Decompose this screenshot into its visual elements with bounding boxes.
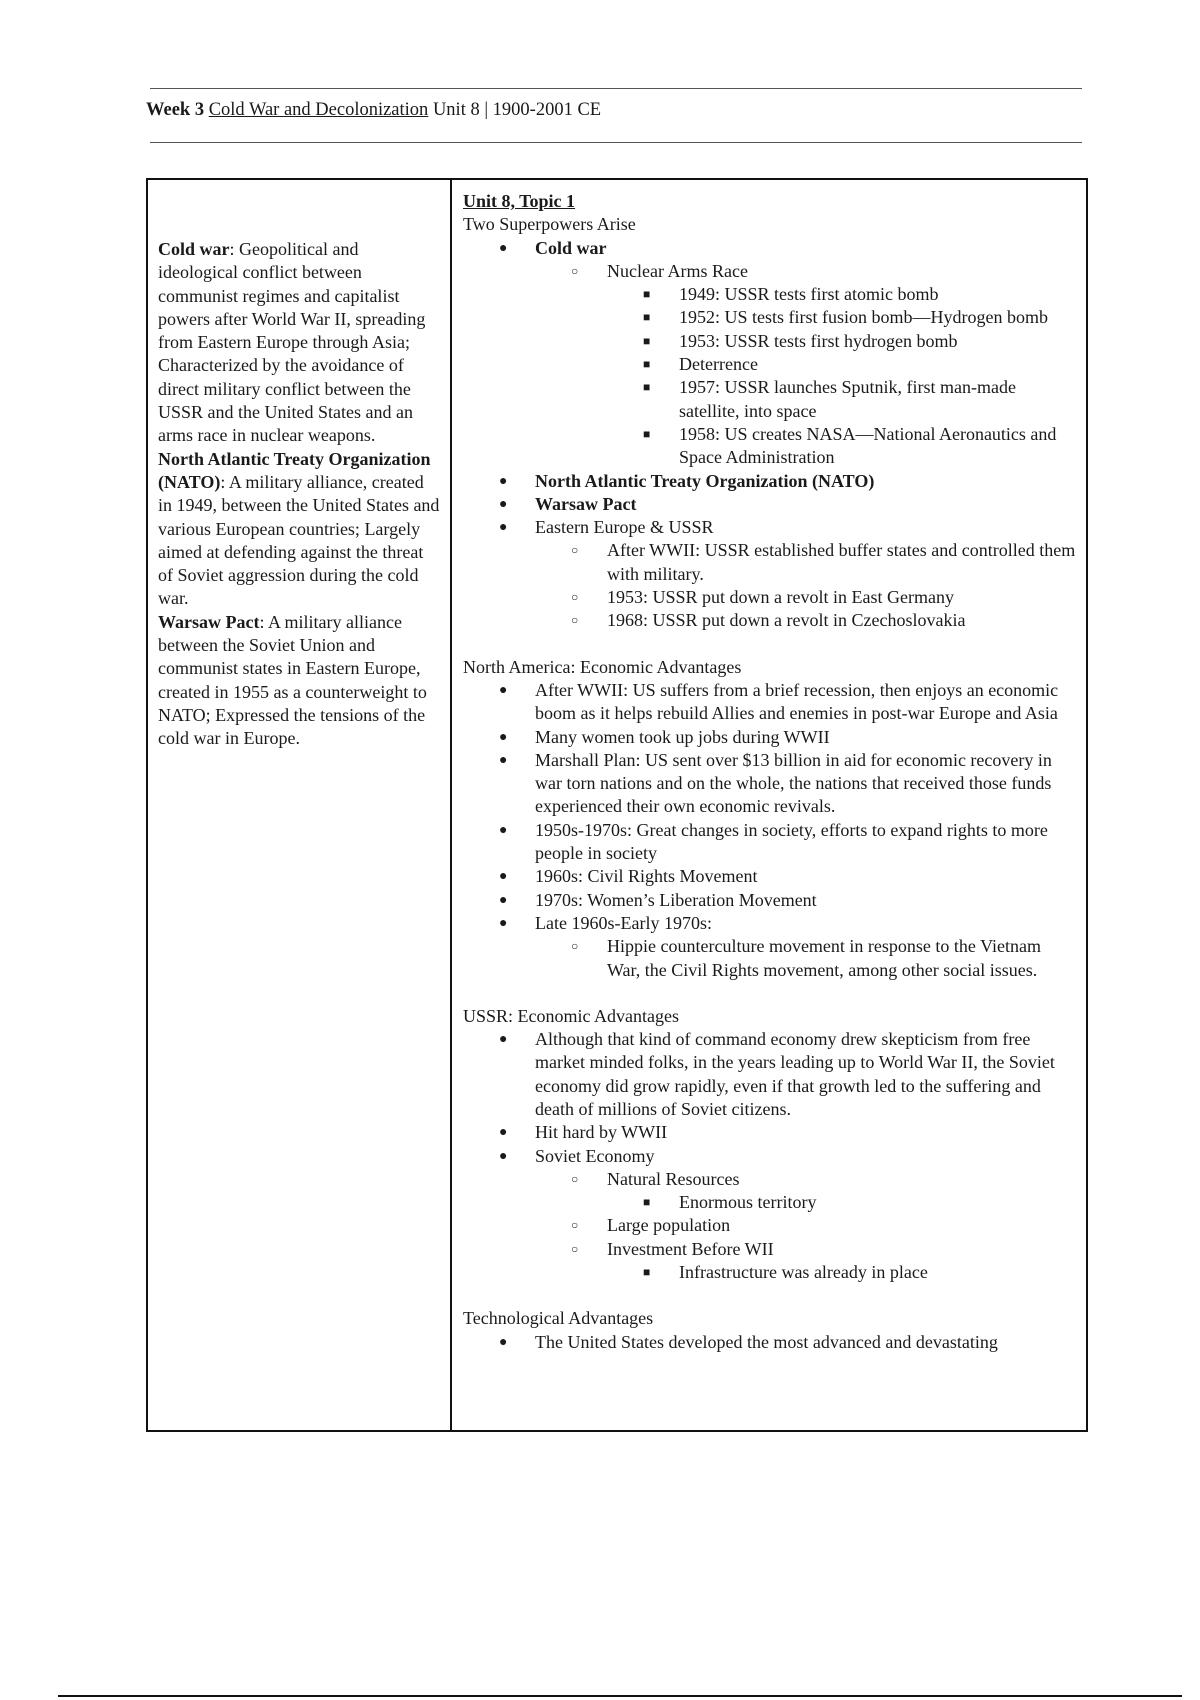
bullet-icon: ■	[643, 287, 651, 302]
header-top-rule	[150, 88, 1082, 89]
vocab-cold-war: Cold war: Geopolitical and ideological conflict between communist regimes and capitalist powers after World War II, spreading from Eastern Europe through Asia; Characterized by the avoidance of direct military conflict between the USSR and the United States and an arms race in nuclear weapons.	[158, 239, 426, 446]
bullet-icon: ○	[571, 263, 579, 278]
notes-table	[146, 178, 1088, 1432]
list-item: ● Although that kind of command economy drew skepticism from free market minded folks, in the years leading up to World War II, the Soviet economy did grow rapidly, even if that growth led to the suffering and death of millions of Soviet citizens.	[499, 1029, 1055, 1119]
bullet-icon: ●	[499, 496, 508, 512]
list-item: ● Eastern Europe & USSR	[463, 516, 1078, 539]
header-bottom-rule	[150, 142, 1082, 143]
list-item: ■ 1949: USSR tests first atomic bomb	[463, 283, 1078, 306]
bullet-icon: ■	[643, 333, 651, 348]
list-item: ■ Infrastructure was already in place	[463, 1261, 1078, 1284]
north-america-list	[463, 679, 1078, 982]
list-item: ● Many women took up jobs during WWII	[463, 726, 1078, 749]
bullet-icon: ●	[499, 682, 508, 698]
list-item: ○ Hippie counterculture movement in response to the Vietnam War, the Civil Rights movement, among other social issues.	[571, 936, 1041, 980]
list-item: ○ After WWII: USSR established buffer states and controlled them with military.	[571, 540, 1076, 584]
bullet-icon: ●	[499, 822, 508, 838]
list-item: ■ 1958: US creates NASA—National Aeronautics and Space Administration	[643, 423, 1057, 468]
bullet-icon: ■	[643, 1265, 651, 1280]
bullet-icon: ●	[499, 915, 508, 931]
technology-list	[463, 1331, 1078, 1354]
bullet-icon: ○	[571, 939, 579, 954]
list-item: ○ Large population	[463, 1214, 1078, 1237]
list-item: ● Cold war	[463, 237, 1078, 260]
list-item: ■ 1953: USSR tests first hydrogen bomb	[463, 330, 1078, 353]
list-item: ○ 1953: USSR put down a revolt in East Germany	[463, 586, 1078, 609]
bullet-icon: ○	[571, 543, 579, 558]
notes-column	[452, 180, 1086, 1430]
list-item: ○ Nuclear Arms Race	[463, 260, 1078, 283]
vocabulary-column	[148, 180, 452, 1430]
list-item: ● After WWII: US suffers from a brief recession, then enjoys an economic boom as it helps rebuild Allies and enemies in post-war Europe and Asia	[499, 679, 1059, 724]
bullet-icon: ○	[571, 613, 579, 628]
list-item: ● Hit hard by WWII	[463, 1121, 1078, 1144]
bullet-icon: ■	[643, 426, 651, 441]
bullet-icon: ●	[499, 892, 508, 908]
week-label: Week 3	[146, 100, 205, 120]
list-item: ● North Atlantic Treaty Organization (NATO)	[463, 470, 1078, 493]
section-title: North America: Economic Advantages	[463, 656, 742, 677]
list-item: ○ Investment Before WII	[463, 1238, 1078, 1261]
section-title: Two Superpowers Arise	[463, 214, 636, 235]
list-item: ■ Enormous territory	[463, 1191, 1078, 1214]
bullet-icon: ●	[499, 520, 508, 536]
page-footer-rule	[58, 1695, 1182, 1697]
list-item: ■ Deterrence	[463, 353, 1078, 376]
vocab-nato: North Atlantic Treaty Organization (NATO): A military alliance, created in 1949, between the United States and various European countries; Largely aimed at defending against the threat of Soviet aggression during the cold war.	[158, 448, 440, 609]
page-header	[146, 98, 601, 122]
bullet-icon: ■	[643, 380, 651, 395]
list-item: ● Soviet Economy	[463, 1145, 1078, 1168]
bullet-icon: ●	[499, 1148, 508, 1164]
bullet-icon: ■	[643, 1195, 651, 1210]
bullet-icon: ●	[499, 473, 508, 489]
section-title: USSR: Economic Advantages	[463, 1005, 679, 1026]
list-item: ● 1960s: Civil Rights Movement	[463, 865, 1078, 888]
list-item: ○ 1968: USSR put down a revolt in Czechoslovakia	[463, 609, 1078, 632]
bullet-icon: ●	[499, 1125, 508, 1141]
bullet-icon: ●	[499, 1032, 508, 1048]
list-item: ■ 1957: USSR launches Sputnik, first man-made satellite, into space	[643, 377, 1016, 421]
ussr-list	[463, 1028, 1078, 1284]
list-item: ● Marshall Plan: US sent over $13 billion in aid for economic recovery in war torn nations and on the whole, the nations that received those funds experienced their own economic revivals.	[499, 749, 1052, 817]
list-item: ● Late 1960s-Early 1970s:	[463, 912, 1078, 935]
bullet-icon: ●	[499, 869, 508, 885]
section-title: Technological Advantages	[463, 1308, 654, 1329]
vocab-warsaw-pact: Warsaw Pact: A military alliance between the Soviet Union and communist states in Eastern Europe, created in 1955 as a counterweight to NATO; Expressed the tensions of the cold war in Europe.	[158, 611, 427, 749]
bullet-icon: ○	[571, 1171, 579, 1186]
bullet-icon: ●	[499, 240, 508, 256]
bullet-icon: ●	[499, 1334, 508, 1350]
list-item: ● The United States developed the most advanced and devastating	[463, 1331, 1078, 1354]
bullet-icon: ●	[499, 752, 508, 768]
list-item: ● Warsaw Pact	[463, 493, 1078, 516]
bullet-icon: ●	[499, 729, 508, 745]
bullet-icon: ■	[643, 310, 651, 325]
list-item: ● 1970s: Women’s Liberation Movement	[463, 889, 1078, 912]
bullet-icon: ■	[643, 357, 651, 372]
topic-heading: Unit 8, Topic 1	[463, 191, 576, 211]
bullet-icon: ○	[571, 1241, 579, 1256]
unit-title-link[interactable]: Cold War and Decolonization	[208, 100, 429, 120]
unit-label: Unit 8 | 1900-2001 CE	[428, 100, 602, 120]
list-item: ■ 1952: US tests first fusion bomb—Hydrogen bomb	[463, 306, 1078, 329]
bullet-icon: ○	[571, 590, 579, 605]
superpowers-list	[463, 237, 1078, 633]
list-item: ○ Natural Resources	[463, 1168, 1078, 1191]
list-item: ● 1950s-1970s: Great changes in society, efforts to expand rights to more people in society	[499, 819, 1048, 864]
bullet-icon: ○	[571, 1218, 579, 1233]
